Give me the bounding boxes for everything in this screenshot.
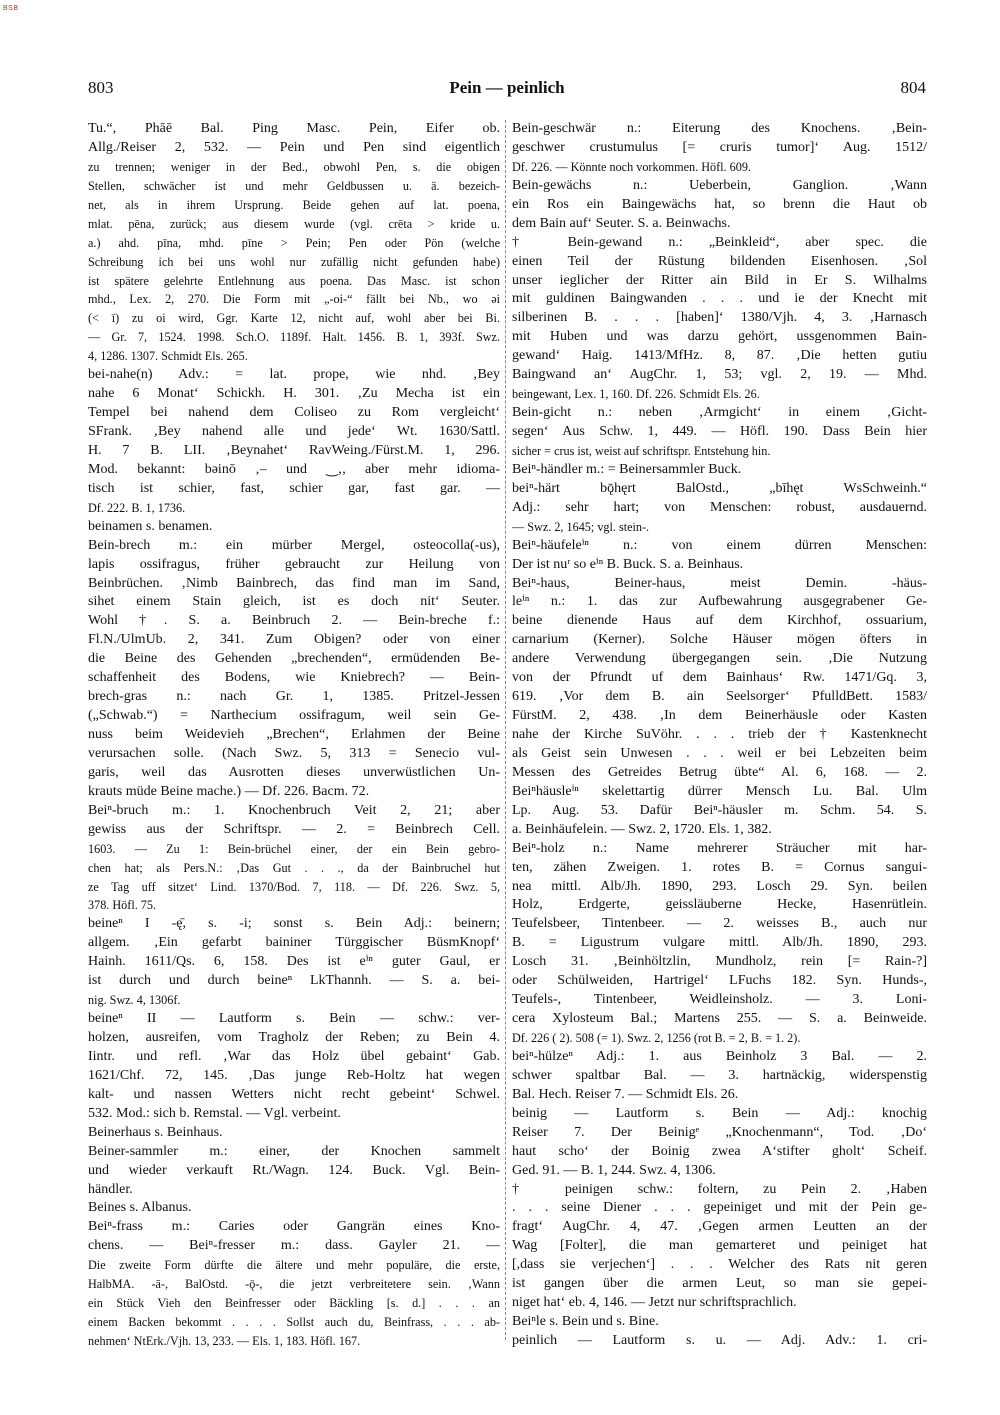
left-column: [88, 120, 500, 1351]
text-line: geschwer crustumulus [= cruris tumor]‘ Aug. 1512/: [512, 139, 927, 155]
text-line: . . . seine Diener . . . gepeiniget und mit der Pein ge-: [512, 1200, 927, 1216]
text-line: mit guldinen Baingwanden . . . und ie der Knecht mit: [512, 291, 927, 307]
text-line: Der ist nuʳ so eⁱⁿ B. Buck. S. a. Beinhaus.: [512, 556, 744, 572]
text-line: Df. 226. — Könnte noch vorkommen. Höfl. 609.: [512, 159, 751, 174]
text-line: Allg./Reiser 2, 532. — Pein und Pen sind eigentlich: [88, 139, 500, 155]
text-line: beiⁿ-hülzeⁿ Adj.: 1. aus Beinholz 3 Bal. — 2.: [512, 1048, 927, 1064]
text-line: chen hat; als Pers.N.: ‚Das Gut . . ., da der Bainbruchel hut: [88, 860, 500, 875]
text-line: bei-nahe(n) Adv.: = lat. prope, wie nhd. ‚Bey: [88, 367, 500, 383]
text-line: Messen des Getreides Betrug übte“ Al. 6, 168. — 2.: [512, 764, 927, 780]
text-line: beinig — Lautform s. Bein — Adj.: knochig: [512, 1105, 927, 1121]
text-line: chens. — Beiⁿ-fresser m.: dass. Gayler 21. —: [88, 1238, 500, 1254]
text-line: 4, 1286. 1307. Schmidt Els. 265.: [88, 349, 248, 364]
text-line: segen‘ Aus Schw. 1, 449. — Höfl. 190. Dass Bein hier: [512, 424, 927, 439]
text-line: SFrank. ‚Bey nahend alle und jede‘ Wt. 1630/Sattl.: [88, 424, 500, 439]
text-line: einen Teil der Rüstung bildenden Eisenhosen. ‚Sol: [512, 253, 927, 269]
text-line: garis, weil das Ausrotten dieses unverwüstlichen Un-: [88, 764, 500, 780]
text-line: ein Ros ein Baingewächs hat, so brenn die Haut ob: [512, 196, 927, 212]
text-line: nahe 6 Monat‘ Schickh. H. 301. ‚Zu Mecha ist ein: [88, 386, 500, 402]
text-line: B. = Ligustrum vulgare mittl. Alb/Jh. 1890, 293.: [512, 935, 927, 951]
text-line: ten, zähen Zweigen. 1. rotes B. = Cornus sangui-: [512, 859, 927, 875]
text-line: † peinigen schw.: foltern, zu Pein 2. ‚Haben: [512, 1181, 927, 1197]
text-line: a. Beinhäufelein. — Swz. 2, 1720. Els. 1, 382.: [512, 821, 772, 837]
running-title: Pein — peinlich: [449, 78, 565, 97]
text-line: fragt‘ AugChr. 4, 47. ‚Gegen armen Leutten an der: [512, 1219, 927, 1235]
text-line: Bein-gewächs n.: Ueberbein, Ganglion. ‚Wann: [512, 177, 927, 193]
text-line: Teufelsbeer, Tintenbeer. — 2. weisses B., auch nur: [512, 916, 927, 932]
text-line: a.) ahd. pīna, mhd. pīne > Pein; Pen oder Pön (welche: [88, 235, 500, 250]
text-line: beine dienende Haus auf dem Kirchhof, ossuarium,: [512, 613, 927, 629]
text-line: zu trennen; weniger in der Bed., obwohl Pen, s. die obigen: [88, 159, 500, 174]
text-line: HalbMA. -ā-, BalOstd. -ǭ-, die jetzt verbreitetere sein. ‚Wann: [88, 1277, 500, 1292]
text-line: gewand‘ Haig. 1413/MfHz. 8, 87. ‚Die hetten gutiu: [512, 348, 927, 364]
column-divider: [505, 120, 506, 1340]
page-number-right: 804: [900, 78, 926, 97]
text-line: FürstM. 2, 438. ‚In dem Beinerhäusle oder Kasten: [512, 708, 927, 724]
text-line: beiⁿ-härt bǭhęrt BalOstd., „bīhęt WsSchweinh.“: [512, 480, 927, 496]
text-line: Holz, Erdgerte, geissläuberne Hecke, Hasenrütlein.: [512, 897, 927, 913]
text-line: Beiⁿ-händler m.: = Beinersammler Buck.: [512, 461, 742, 477]
text-line: nahe der Kirche SuVöhr. . . . trieb der † Kastenknecht: [512, 727, 927, 742]
text-line: Beinbrüchen. ‚Nimb Bainbrech, das find man im Sand,: [88, 575, 500, 591]
text-line: Beiner-sammler m.: einer, der Knochen sammelt: [88, 1143, 500, 1159]
text-line: oder Schülweiden, Hartrigel‘ LFuchs 182. Syn. Hunds-,: [512, 973, 927, 989]
text-line: 532. Mod.: sich b. Remstal. — Vgl. verbeint.: [88, 1105, 341, 1121]
text-line: Tempel bei nahend dem Coliseo zu Rom vergleicht‘: [88, 405, 500, 421]
text-line: [,dass sie verjechen‘] . . . Welcher des Rats nit geren: [512, 1257, 927, 1273]
text-line: dem Bain auf‘ Seuter. S. a. Beinwachs.: [512, 215, 731, 231]
library-stamp: BSB: [3, 5, 19, 12]
text-line: carnarium (Kerner). Solche Häuser mögen öfters in: [512, 632, 927, 648]
text-line: Df. 222. B. 1, 1736.: [88, 500, 186, 515]
text-line: als Geist sein Unwesen . . . weil er bei Lebzeiten beim: [512, 745, 927, 761]
text-line: Adj.: sehr hart; von Menschen: robust, ausdauernd.: [512, 499, 927, 515]
text-line: silberinen B. . . . [haben]‘ 1380/Vjh. 4, 3. ‚Harnasch: [512, 310, 927, 326]
text-line: Beiⁿ-haus, Beiner-haus, meist Demin. -häus-: [512, 575, 927, 591]
text-line: mit Huben und was darzu gehört, ussgenommen Bain-: [512, 329, 927, 345]
text-line: nig. Swz. 4, 1306f.: [88, 993, 181, 1008]
text-line: — Gr. 7, 1524. 1998. Sch.O. 1189f. Halt. 1456. B. 1, 393f. Swz.: [88, 330, 500, 345]
text-line: cera Xylosteum Bal.; Martens 255. — S. a. Beinweide.: [512, 1011, 927, 1027]
text-line: Beiⁿhäusleⁱⁿ skelettartig dürrer Mensch Lu. Bal. Ulm: [512, 783, 927, 799]
text-line: die Beine des Gehenden „brechenden“, ermüdenden Be-: [88, 651, 500, 667]
page-header: [88, 78, 926, 102]
text-line: nea mittl. Alb/Jh. 1890, 293. Losch 29. Syn. beilen: [512, 878, 927, 894]
right-column: [512, 120, 927, 1351]
text-line: holzen, ausreifen, vom Tragholz der Reben; zu Bein 4.: [88, 1030, 500, 1045]
text-line: Bein-gicht n.: neben ‚Armgicht‘ in einem ‚Gicht-: [512, 405, 927, 421]
text-line: Schreibung ich bei uns wohl nur zufällig nicht gefunden habe): [88, 254, 500, 269]
text-line: peinlich — Lautform s. u. — Adj. Adv.: 1. cri-: [512, 1333, 927, 1348]
text-line: niget hat‘ eb. 4, 146. — Jetzt nur schriftsprachlich.: [512, 1295, 797, 1311]
text-line: händler.: [88, 1181, 133, 1197]
text-line: Beines s. Albanus.: [88, 1200, 192, 1216]
text-line: Mod. bekannt: bəinō ‚– und ‿‚, aber mehr idioma-: [88, 461, 500, 477]
text-line: („Schwab.“) = Narthecium ossifragum, weil sein Ge-: [88, 708, 500, 724]
text-line: Losch 31. ‚Beinhöltzlin, Mundholz, rein [= Rain-?]: [512, 954, 927, 970]
text-line: sihet einem Stain gleich, ist es doch nit‘ Seuter.: [88, 594, 500, 610]
text-line: verursachen solle. (Nach Swz. 5, 313 = Senecio vul-: [88, 745, 500, 761]
text-line: allgem. ‚Ein gefarbt baininer Türggischer BüsmKnopf‘: [88, 935, 500, 951]
text-line: sicher = crus ist, weist auf schriftspr. Entstehung hin.: [512, 443, 771, 458]
text-line: ein Stück Vieh den Beinfresser oder Bäckling [s. d.] . . . an: [88, 1296, 500, 1311]
text-line: Beiⁿ-holz n.: Name mehrerer Sträucher mit har-: [512, 840, 927, 856]
text-line: Bal. Hech. Reiser 7. — Schmidt Els. 26.: [512, 1086, 739, 1102]
text-line: Stellen, schwächer ist und mehr Geldbussen u. ä. bezeich-: [88, 178, 500, 193]
text-line: schwer spaltbar Bal. — 3. hartnäckig, widerspenstig: [512, 1067, 927, 1083]
text-line: — Swz. 2, 1645; vgl. stein-.: [512, 519, 650, 534]
text-line: mlat. pēna, zurück; aus diesem wurde (vgl. crēta > kride u.: [88, 216, 500, 231]
text-line: net, als in ihrem Ursprung. Beide gehen auf lat. poena,: [88, 197, 500, 212]
text-line: ist gangen über die armen Leut, so man sie gepei-: [512, 1276, 927, 1292]
text-line: Die zweite Form dürfte die ältere und mehr populäre, die erste,: [88, 1258, 500, 1273]
text-line: Beiⁿ-bruch m.: 1. Knochenbruch Veit 2, 21; aber: [88, 802, 500, 818]
text-line: kalt- und nassen Wetters nicht recht gebeint‘ Schwel.: [88, 1086, 500, 1102]
text-line: ist spätere gelehrte Entlehnung aus poena. Das Masc. ist schon: [88, 273, 500, 288]
text-line: Bein-geschwär n.: Eiterung des Knochens. ‚Bein-: [512, 121, 927, 136]
text-line: Ged. 91. — B. 1, 244. Swz. 4, 1306.: [512, 1162, 716, 1178]
text-line: † Bein-gewand n.: „Beinkleid“, aber spec. die: [512, 234, 927, 250]
text-line: leⁱⁿ n.: 1. das zur Aufbewahrung ausgegrabener Ge-: [512, 594, 927, 610]
text-line: beingewant, Lex. 1, 160. Df. 226. Schmidt Els. 26.: [512, 387, 760, 402]
text-line: beinamen s. benamen.: [88, 518, 213, 534]
text-line: Baingwand an‘ AugChr. 1, 53; vgl. 2, 19. — Mhd.: [512, 367, 927, 383]
text-line: nehmen‘ NtErk./Vjh. 13, 233. — Els. 1, 183. Höfl. 167.: [88, 1334, 361, 1348]
text-line: Beiⁿ-frass m.: Caries oder Gangrän eines Kno-: [88, 1219, 500, 1235]
text-line: gewiss aus der Schriftspr. — 2. = Beinbrech Cell.: [88, 821, 500, 837]
text-line: von der Pfrundt uf dem Bainhaus‘ Rw. 1471/Gq. 3,: [512, 670, 927, 686]
text-line: 378. Höfl. 75.: [88, 898, 157, 913]
text-line: schaffenheit des Bodens, wie Kniebrech? — Bein-: [88, 670, 500, 686]
text-line: krauts müde Beine mache.) — Df. 226. Bacm. 72.: [88, 783, 370, 799]
text-line: Beinerhaus s. Beinhaus.: [88, 1124, 223, 1140]
text-line: 1621/Chf. 72, 145. ‚Das junge Reb-Holtz hat wegen: [88, 1067, 500, 1083]
text-line: und wieder verkauft Rt./Wagn. 124. Buck. Vgl. Bein-: [88, 1162, 500, 1178]
text-line: tisch ist schier, fast, schier gar, fast gar. —: [88, 480, 500, 496]
text-line: nuss beim Weidevieh „Brechen“, Erlahmen der Beine: [88, 727, 500, 742]
text-line: Wag [Folter], die man gemarteret und peiniget hat: [512, 1238, 927, 1254]
text-line: Df. 226 ( 2). 508 (= 1). Swz. 2, 1256 (rot B. = 2, B. = 1. 2).: [512, 1031, 801, 1045]
text-line: beineⁿ I -ę̄, s. -i; sonst s. Bein Adj.: beinern;: [88, 916, 500, 932]
text-line: H. 7 B. LII. ‚Beynahet‘ RavWeing./Fürst.M. 1, 296.: [88, 442, 500, 458]
text-line: Tu.“, Phāē Bal. Ping Masc. Pein, Eifer ob.: [88, 121, 500, 136]
text-line: lapis ossifragus, früher gebraucht zur Heilung von: [88, 556, 500, 572]
text-line: Reiser 7. Der Beinigᵉ „Knochenmann“, Tod. ‚Do‘: [512, 1124, 927, 1140]
text-line: Bein-brech m.: ein mürber Mergel, osteocolla(-us),: [88, 537, 500, 553]
text-line: ist durch und durch beineⁿ LkThannh. — S. a. bei-: [88, 973, 500, 989]
text-line: mhd., Lex. 2, 270. Die Form mit „-oi-“ fällt bei Nb., wo əi: [88, 292, 500, 307]
text-line: Beiⁿle s. Bein und s. Bine.: [512, 1314, 659, 1330]
text-line: ze Tag uff sitzet‘ Lind. 1370/Bod. 7, 118. — Df. 226. Swz. 5,: [88, 879, 500, 894]
text-line: Lp. Aug. 53. Dafür Beiⁿ-häusler m. Schm. 54. S.: [512, 802, 927, 818]
page-number-left: 803: [88, 78, 114, 97]
text-line: haut scho‘ der Boinig zwea A‘stifter gholt‘ Scheif.: [512, 1143, 927, 1159]
text-line: einem Backen bekommt . . . . Sollst auch du, Beinfrass, . . . ab-: [88, 1315, 500, 1330]
text-line: Wohl †. S. a. Beinbruch 2. — Bein-breche f.:: [88, 613, 500, 629]
text-line: Teufels-, Tintenbeer, Weidleinsholz. — 3. Loni-: [512, 992, 927, 1008]
text-line: Hainh. 1611/Qs. 6, 158. Des ist eⁱⁿ guter Gaul, er: [88, 954, 500, 970]
text-line: beineⁿ II — Lautform s. Bein — schw.: ver-: [88, 1011, 500, 1027]
text-line: Fl.N./UlmUb. 2, 341. Zum Obigen? oder von einer: [88, 632, 500, 648]
text-line: unser ieglicher der Ritter ain Bild in Er S. Wilhalms: [512, 272, 927, 288]
text-line: 619. ‚Vor dem B. ain Seelsorger‘ PfulldBett. 1583/: [512, 689, 927, 705]
text-line: Iintr. und refl. ‚War das Holz übel gebaint‘ Gab.: [88, 1048, 500, 1064]
text-line: andere Verwendung übergegangen sein. ‚Die Nutzung: [512, 651, 927, 667]
text-line: 1603. — Zu 1: Bein-brüchel einer, der ein Bein gebro-: [88, 841, 500, 856]
text-line: (< ī) zu oi wird, Ggr. Karte 12, nicht auf, wohl aber bei Bi.: [88, 311, 500, 326]
text-line: Beiⁿ-häufeleⁱⁿ n.: von einem dürren Menschen:: [512, 537, 927, 553]
text-line: brech-gras n.: nach Gr. 1, 1385. Pritzel-Jessen: [88, 689, 500, 705]
